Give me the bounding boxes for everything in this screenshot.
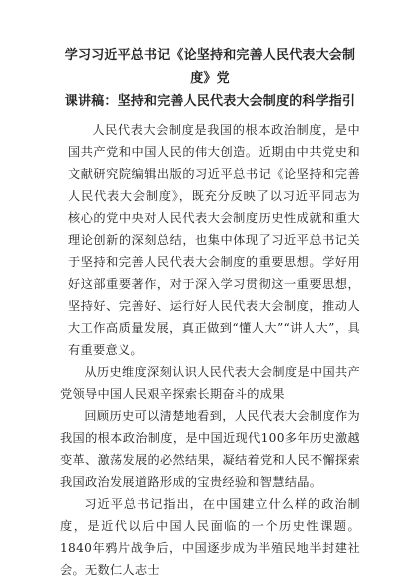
- body-paragraph-1: 回顾历史可以清楚地看到，人民代表大会制度作为我国的根本政治制度，是中国近现代100多年历史激越变革、激荡发展的必然结果，凝结着党和人民不懈探索我国政治发展道路形成的宝贵经验和智慧结晶。: [60, 409, 360, 489]
- section-heading: 从历史维度深刻认识人民代表大会制度是中国共产党领导中国人民艰辛探索长期奋斗的成果: [60, 365, 360, 401]
- document-title: [60, 44, 360, 113]
- body-paragraph-2: 习近平总书记指出，在中国建立什么样的政治制度，是近代以后中国人民面临的一个历史性课题。1840年鸦片战争后，中国逐步成为半殖民地半封建社会。无数仁人志士: [60, 497, 360, 577]
- intro-paragraph: 人民代表大会制度是我国的根本政治制度，是中国共产党和中国人民的伟大创造。近期由中共党史和文献研究院编辑出版的习近平总书记《论坚持和完善人民代表大会制度》，既充分反映了以习近平同志为核心的党中央对人民代表大会制度历史性成就和重大理论创新的深刻总结，也集中体现了习近平总书记关于坚持和完善人民代表大会制度的重要思想。学好用好这部重要著作，对于深入学习贯彻这一重要思想，坚持好、完善好、运行好人民代表大会制度，推动人大工作高质量发展，真正做到“懂人大”“讲人大”，具有重要意义。: [68, 123, 360, 357]
- title-line-1: 学习习近平总书记《论坚持和完善人民代表大会制度》党: [64, 48, 356, 86]
- title-line-2: 课讲稿：坚持和完善人民代表大会制度的科学指引: [64, 94, 356, 109]
